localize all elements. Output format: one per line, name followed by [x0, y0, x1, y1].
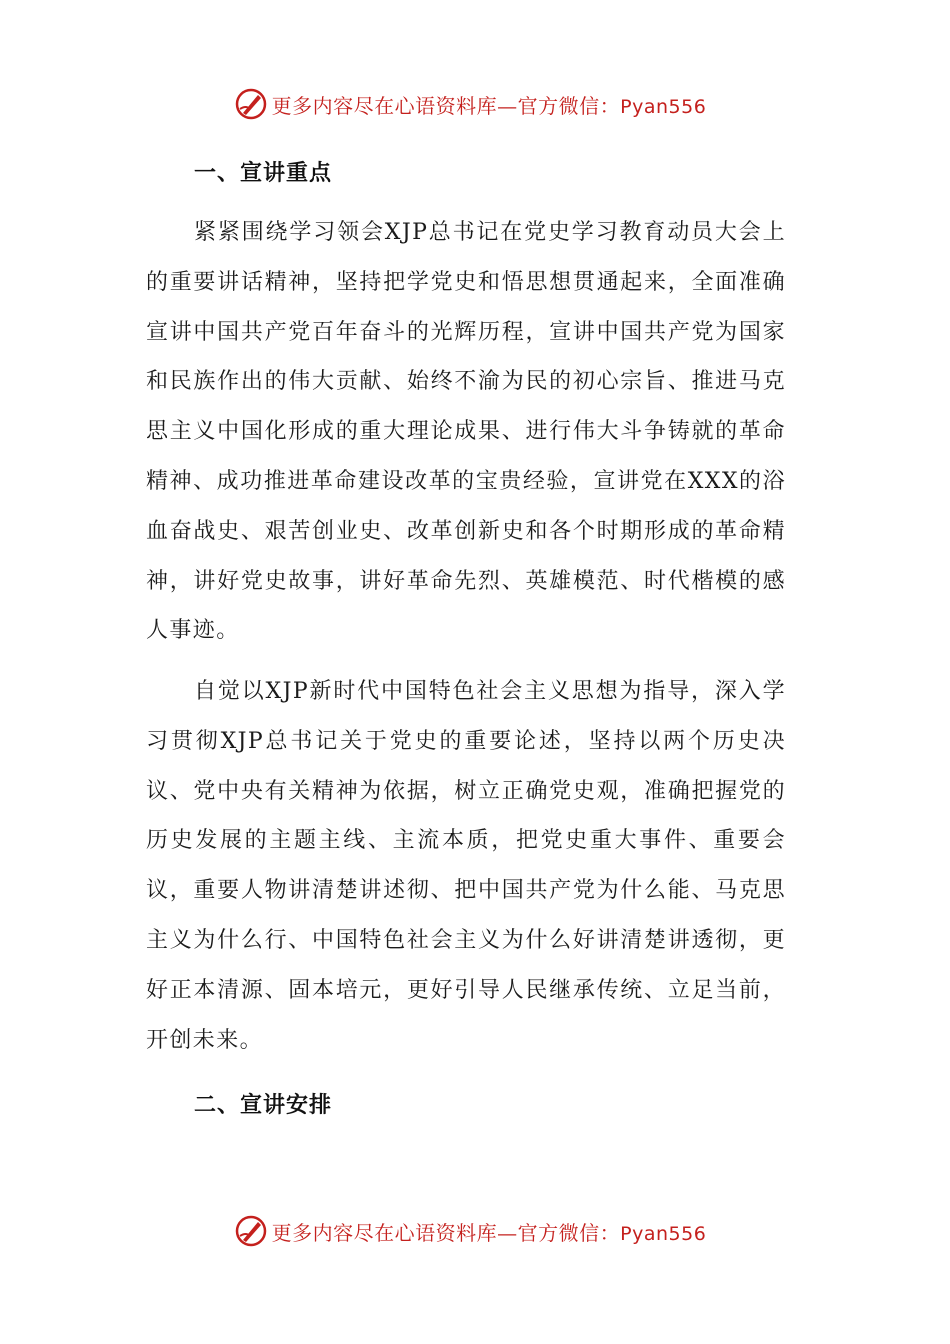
quill-logo-icon — [234, 1214, 268, 1248]
watermark-text-en: Pyan556 — [620, 1222, 707, 1245]
footer-watermark — [0, 1209, 950, 1253]
watermark-text-en: Pyan556 — [620, 95, 707, 118]
watermark-text-cn: 更多内容尽在心语资料库—官方微信： — [271, 1220, 621, 1245]
section-heading-1: 一、宣讲重点 — [194, 161, 333, 186]
quill-logo-icon — [234, 87, 268, 121]
paragraph-1: 紧紧围绕学习领会XJP总书记在党史学习教育动员大会上的重要讲话精神，坚持把学党史和悟思想贯通起来，全面准确宣讲中国共产党百年奋斗的光辉历程，宣讲中国共产党为国家和民族作出的伟大贡献、始终不渝为民的初心宗旨、推进马克思主义中国化形成的重大理论成果、进行伟大斗争铸就的革命精神、成功推进革命建设改革的宝贵经验，宣讲党在XXX的浴血奋战史、艰苦创业史、改革创新史和各个时期形成的革命精神，讲好党史故事，讲好革命先烈、英雄模范、时代楷模的感人事迹。 — [146, 220, 786, 644]
section-heading-2: 二、宣讲安排 — [194, 1093, 333, 1118]
watermark-text-cn: 更多内容尽在心语资料库—官方微信： — [271, 93, 621, 118]
header-watermark — [0, 82, 950, 126]
watermark-text — [272, 90, 707, 119]
watermark-text — [272, 1217, 707, 1246]
paragraph-2: 自觉以XJP新时代中国特色社会主义思想为指导，深入学习贯彻XJP总书记关于党史的重要论述，坚持以两个历史决议、党中央有关精神为依据，树立正确党史观，准确把握党的历史发展的主题主线、主流本质，把党史重大事件、重要会议，重要人物讲清楚讲述彻、把中国共产党为什么能、马克思主义为什么行、中国特色社会主义为什么好讲清楚讲透彻，更好正本清源、固本培元，更好引导人民继承传统、立足当前，开创未来。 — [146, 679, 786, 1053]
